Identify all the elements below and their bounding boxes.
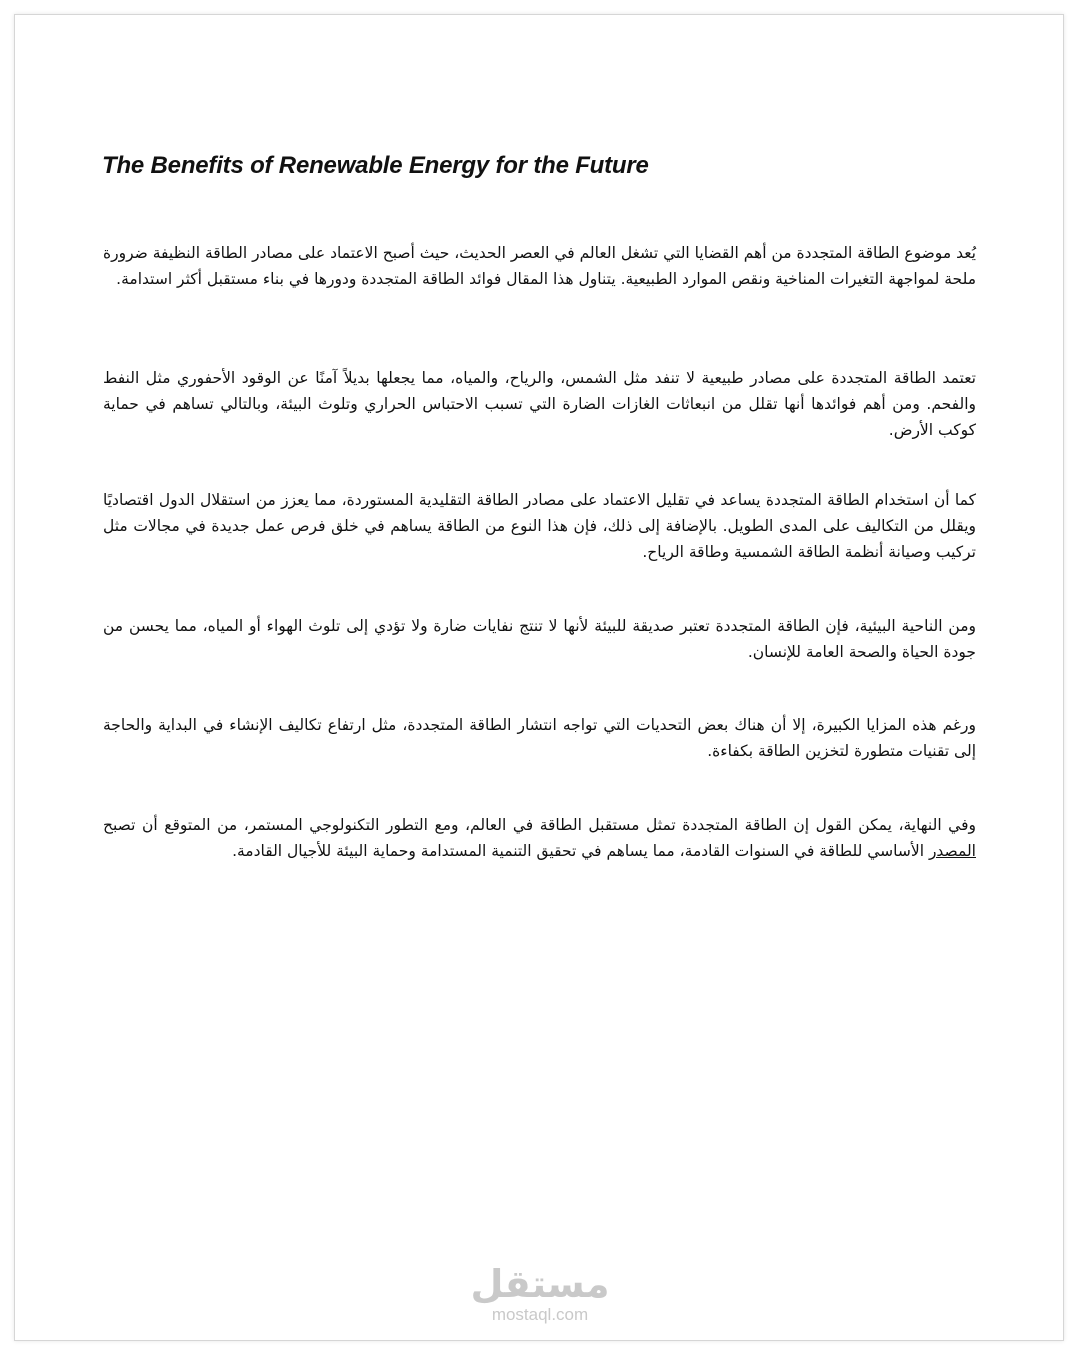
paragraph-environmental-benefits: ومن الناحية البيئية، فإن الطاقة المتجددة تعتبر صديقة للبيئة لأنها لا تنتج نفايات ضارة ولا تؤدي إلى تلوث الهواء أو المياه، مما يحسن من جودة الحياة والصحة العامة للإنسان.	[103, 617, 976, 661]
paragraph-natural-sources: تعتمد الطاقة المتجددة على مصادر طبيعية لا تنفد مثل الشمس، والرياح، والمياه، مما يجعلها بديلاً آمنًا عن الوقود الأحفوري مثل النفط والفحم. ومن أهم فوائدها أنها تقلل من انبعاثات الغازات الضارة التي تسبب الاحتباس الحراري وتلوث البيئة، وبالتالي تساهم في حماية كوكب الأرض.	[103, 369, 976, 439]
document-title: The Benefits of Renewable Energy for the Future	[102, 152, 649, 179]
conclusion-text-after: الأساسي للطاقة في السنوات القادمة، مما يساهم في تحقيق التنمية المستدامة وحماية البيئة للأجيال القادمة.	[232, 842, 929, 860]
underlined-word: المصدر	[928, 842, 976, 860]
paragraph-introduction: يُعد موضوع الطاقة المتجددة من أهم القضايا التي تشغل العالم في العصر الحديث، حيث أصبح الاعتماد على مصادر الطاقة النظيفة ضرورة ملحة لمواجهة التغيرات المناخية ونقص الموارد الطبيعية. يتناول هذا المقال فوائد الطاقة المتجددة ودورها في بناء مستقبل أكثر استدامة.	[103, 244, 976, 288]
paragraph-economic-benefits: كما أن استخدام الطاقة المتجددة يساعد في تقليل الاعتماد على مصادر الطاقة التقليدية المستوردة، مما يعزز من استقلال الدول اقتصاديًا ويقلل من التكاليف على المدى الطويل. بالإضافة إلى ذلك، فإن هذا النوع من الطاقة يساهم في خلق فرص عمل جديدة في مجالات مثل تركيب وصيانة أنظمة الطاقة الشمسية وطاقة الرياح.	[103, 491, 976, 561]
watermark-arabic-logo: مستقل	[470, 1262, 610, 1306]
page-border	[14, 14, 1064, 1341]
mostaql-watermark	[470, 1262, 610, 1324]
watermark-url: mostaql.com	[491, 1305, 589, 1324]
conclusion-text-before: وفي النهاية، يمكن القول إن الطاقة المتجددة تمثل مستقبل الطاقة في العالم، ومع التطور التكنولوجي المستمر، من المتوقع أن تصبح	[103, 816, 976, 834]
paragraph-conclusion	[103, 812, 976, 864]
paragraph-challenges: ورغم هذه المزايا الكبيرة، إلا أن هناك بعض التحديات التي تواجه انتشار الطاقة المتجددة، مثل ارتفاع تكاليف الإنشاء في البداية والحاجة إلى تقنيات متطورة لتخزين الطاقة بكفاءة.	[103, 716, 976, 760]
